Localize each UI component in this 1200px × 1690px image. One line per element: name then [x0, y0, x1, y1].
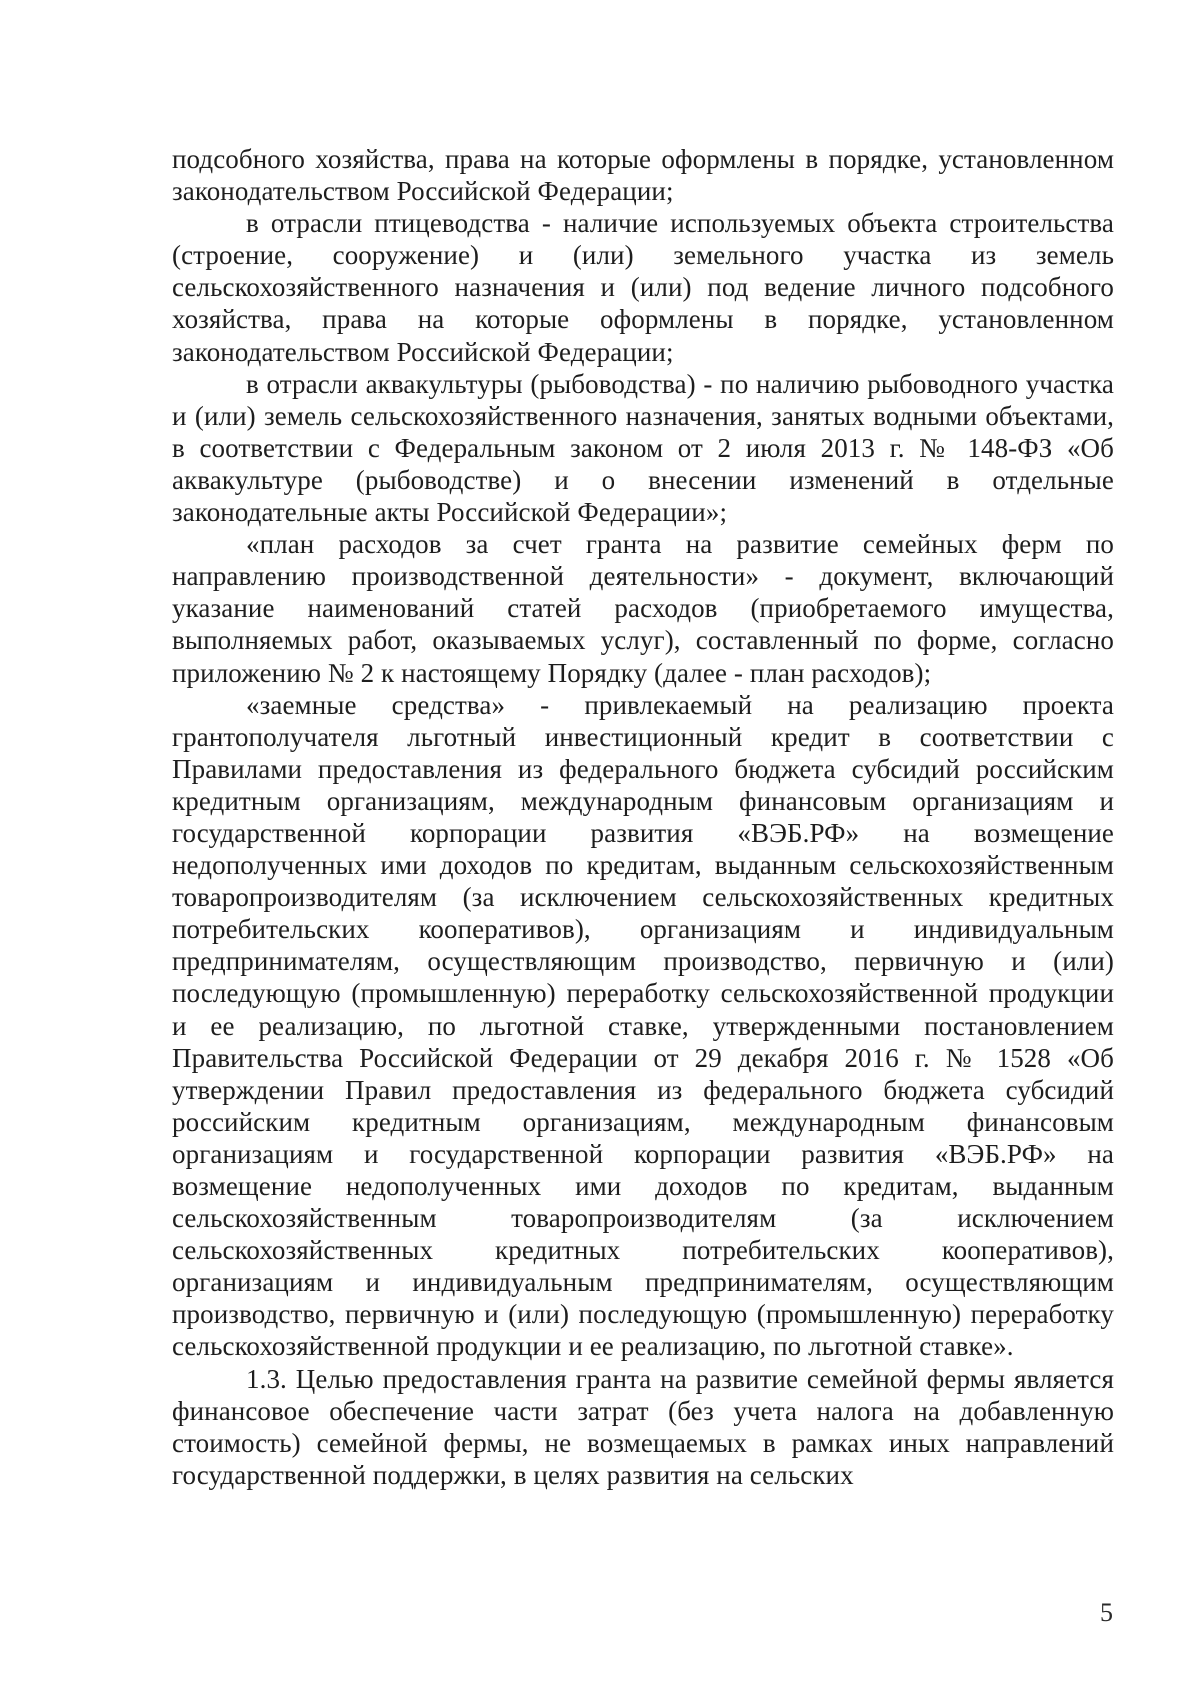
- paragraph-section-1-3: 1.3. Целью предоставления гранта на развитие семейной фермы является финансовое обеспечение части затрат (без учета налога на добавленную стоимость) семейной фермы, не возмещаемых в рамках иных направлений государственной поддержки, в целях развития на сельских: [172, 1363, 1114, 1490]
- page-number: 5: [1100, 1598, 1113, 1627]
- document-body: [172, 143, 1114, 1491]
- paragraph-aquaculture: в отрасли аквакультуры (рыбоводства) - по наличию рыбоводного участка и (или) земель сельскохозяйственного назначения, занятых водными объектами, в соответствии с Федеральным законом от 2 июля 2013 г. № 148-ФЗ «Об аквакультуре (рыбоводстве) и о внесении изменений в отдельные законодательные акты Российской Федерации»;: [172, 368, 1114, 528]
- paragraph-borrowed-funds: «заемные средства» - привлекаемый на реализацию проекта грантополучателя льготный инвестиционный кредит в соответствии с Правилами предоставления из федерального бюджета субсидий российским кредитным организациям, международным финансовым организациям и государственной корпорации развития «ВЭБ.РФ» на возмещение недополученных ими доходов по кредитам, выданным сельскохозяйственным товаропроизводителям (за исключением сельскохозяйственных кредитных потребительских кооперативов), организациям и индивидуальным предпринимателям, осуществляющим производство, первичную и (или) последующую (промышленную) переработку сельскохозяйственной продукции и ее реализацию, по льготной ставке, утвержденными постановлением Правительства Российской Федерации от 29 декабря 2016 г. № 1528 «Об утверждении Правил предоставления из федерального бюджета субсидий российским кредитным организациям, международным финансовым организациям и государственной корпорации развития «ВЭБ.РФ» на возмещение недополученных ими доходов по кредитам, выданным сельскохозяйственным товаропроизводителям (за исключением сельскохозяйственных кредитных потребительских кооперативов), организациям и индивидуальным предпринимателям, осуществляющим производство, первичную и (или) последующую (промышленную) переработку сельскохозяйственной продукции и ее реализацию, по льготной ставке».: [172, 689, 1114, 1362]
- paragraph-poultry: в отрасли птицеводства - наличие используемых объекта строительства (строение, сооружение) и (или) земельного участка из земель сельскохозяйственного назначения и (или) под ведение личного подсобного хозяйства, права на которые оформлены в порядке, установленном законодательством Российской Федерации;: [172, 208, 1114, 367]
- paragraph-continuation: подсобного хозяйства, права на которые оформлены в порядке, установленном законодательством Российской Федерации;: [172, 144, 1114, 207]
- paragraph-expense-plan: «план расходов за счет гранта на развитие семейных ферм по направлению производственной деятельности» - документ, включающий указание наименований статей расходов (приобретаемого имущества, выполняемых работ, оказываемых услуг), составленный по форме, согласно приложению № 2 к настоящему Порядку (далее - план расходов);: [172, 529, 1114, 688]
